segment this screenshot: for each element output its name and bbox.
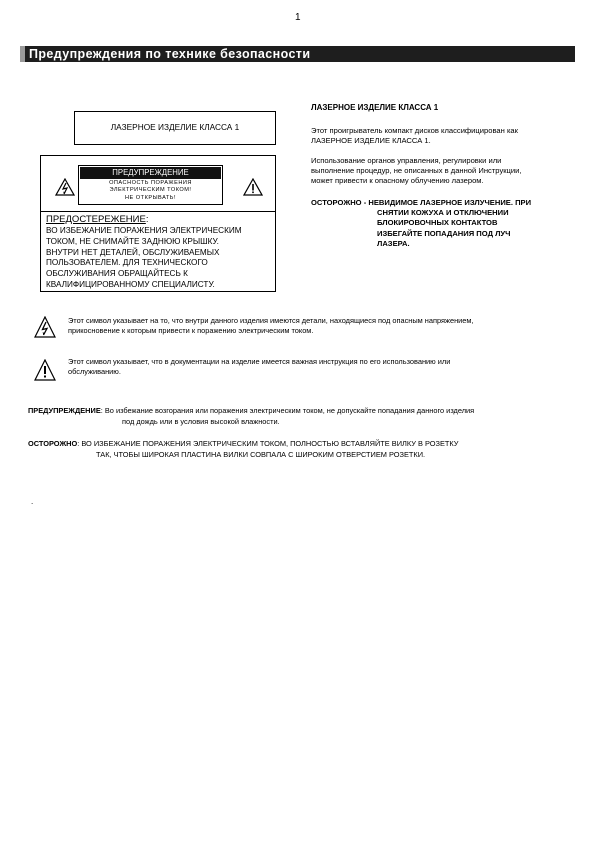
page-number: 1 [295,12,301,23]
exclamation-triangle-icon [243,178,263,201]
laser-class-label: ЛАЗЕРНОЕ ИЗДЕЛИЕ КЛАССА 1 [74,111,276,145]
warning-label-top [41,156,275,212]
section-title-bar [20,46,575,62]
lightning-triangle-icon [34,316,56,341]
section-title: Предупреждения по технике безопасности [29,47,311,61]
laser-caution-paragraph: ОСТОРОЖНО - НЕВИДИМОЕ ЛАЗЕРНОЕ ИЗЛУЧЕНИЕ. ПРИ СНЯТИИ КОЖУХА И ОТКЛЮЧЕНИИ БЛОКИРОВОЧНЫХ КОНТАКТОВ ИЗБЕГАЙТЕ ПОПАДАНИЯ ПОД ЛУЧ ЛАЗЕРА. [311,198,532,248]
laser-exposure-paragraph: Использование органов управления, регулировки или выполнение процедур, не описанных в данной Инструкции, может привести к опасному облучению лазером. [311,156,522,185]
caution-text: ВО ИЗБЕЖАНИЕ ПОРАЖЕНИЯ ЭЛЕКТРИЧЕСКИМ ТОКОМ, НЕ СНИМАЙТЕ ЗАДНЮЮ КРЫШКУ. ВНУТРИ НЕТ ДЕТАЛЕЙ, ОБСЛУЖИВАЕМЫХ ПОЛЬЗОВАТЕЛЕМ. ДЛЯ ТЕХНИЧЕСКОГО ОБСЛУЖИВАНИЯ ОБРАЩАЙТЕСЬ К КВАЛИФИЦИРОВАННОМУ СПЕЦИАЛИСТУ. [46,226,242,289]
warning-inner-label [78,165,223,205]
warning-text: ОПАСНОСТЬ ПОРАЖЕНИЯ ЭЛЕКТРИЧЕСКИМ ТОКОМ! НЕ ОТКРЫВАТЬ! [109,180,192,201]
lightning-triangle-icon [55,178,75,201]
laser-class-paragraph: Этот проигрыватель компакт дисков классифицирован как ЛАЗЕРНОЕ ИЗДЕЛИЕ КЛАССА 1. [311,126,518,145]
exclamation-triangle-icon [34,359,56,384]
warning-heading: ПРЕДУПРЕЖДЕНИЕ [80,167,221,179]
moisture-warning-paragraph: ПРЕДУПРЕЖДЕНИЕ: Во избежание возгорания или поражения электрическим током, не допускайте попадания данного изделия под дождь или в условия высокой влажности. [28,406,475,426]
laser-class-heading: ЛАЗЕРНОЕ ИЗДЕЛИЕ КЛАССА 1 [311,103,439,112]
caution-heading: ПРЕДОСТЕРЕЖЕНИЕ: [46,214,149,225]
stray-mark: . [31,497,34,506]
plug-caution-paragraph: ОСТОРОЖНО: ВО ИЗБЕЖАНИЕ ПОРАЖЕНИЯ ЭЛЕКТРИЧЕСКИМ ТОКОМ, ПОЛНОСТЬЮ ВСТАВЛЯЙТЕ ВИЛКУ В РОЗЕТКУ ТАК, ЧТОБЫ ШИРОКАЯ ПЛАСТИНА ВИЛКИ СОВПАЛА С ШИРОКИМ ОТВЕРСТИЕМ РОЗЕТКИ. [28,439,459,459]
warning-label-box [40,155,276,292]
